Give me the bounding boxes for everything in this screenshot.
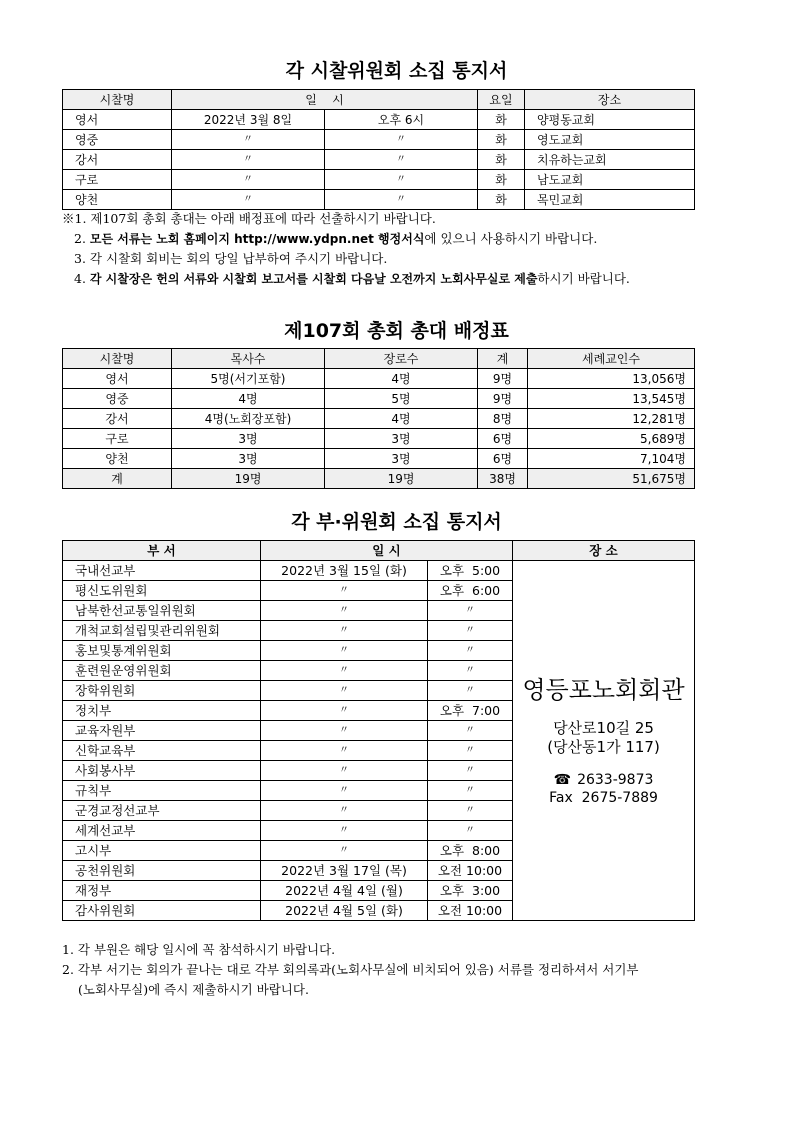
- member-count: 12,281명: [528, 409, 695, 429]
- department-name: 신학교육부: [63, 741, 261, 761]
- note-3: (노회사무실)에 즉시 제출하시기 바랍니다.: [78, 982, 309, 997]
- elder-count: 3명: [325, 429, 478, 449]
- member-count: 13,056명: [528, 369, 695, 389]
- department-name: 남북한선교통일위원회: [63, 601, 261, 621]
- sum-count: 6명: [478, 449, 528, 469]
- meeting-date: 〃: [261, 761, 428, 781]
- committee-name: 구로: [63, 170, 172, 190]
- district-name: 영중: [63, 389, 172, 409]
- table-row: [63, 389, 695, 409]
- total-members: 51,675명: [528, 469, 695, 489]
- venue-name: 영등포노회회관: [522, 675, 685, 704]
- pastor-count: 3명: [172, 429, 325, 449]
- meeting-day: 화: [478, 130, 525, 150]
- note-2: 2. 모든 서류는 노회 홈페이지 http://www.ydpn.net 행정서식에 있으니 사용하시기 바랍니다.: [74, 231, 598, 246]
- meeting-date: 2022년 4월 5일 (화): [261, 901, 428, 921]
- meeting-date: 〃: [261, 661, 428, 681]
- department-name: 개척교회설립및관리위원회: [63, 621, 261, 641]
- meeting-date: 〃: [172, 130, 325, 150]
- section1-title: 각 시찰위원회 소집 통지서: [285, 60, 508, 82]
- header-members: 세례교인수: [528, 349, 695, 369]
- meeting-date: 〃: [261, 801, 428, 821]
- elder-count: 5명: [325, 389, 478, 409]
- meeting-date: 〃: [261, 641, 428, 661]
- header-pastors: 목사수: [172, 349, 325, 369]
- meeting-date: 〃: [261, 701, 428, 721]
- meeting-date: 〃: [261, 721, 428, 741]
- sum-count: 9명: [478, 389, 528, 409]
- meeting-date: 2022년 4월 4일 (월): [261, 881, 428, 901]
- meeting-time: 〃: [428, 761, 513, 781]
- section3-notes: [62, 940, 639, 1000]
- total-label: 계: [63, 469, 172, 489]
- meeting-time: 오후 7:00: [428, 701, 513, 721]
- meeting-time: 〃: [428, 661, 513, 681]
- meeting-time: 오후 3:00: [428, 881, 513, 901]
- pastor-count: 3명: [172, 449, 325, 469]
- meeting-place: 남도교회: [525, 170, 695, 190]
- meeting-time: 〃: [325, 150, 478, 170]
- meeting-date: 2022년 3월 15일 (화): [261, 561, 428, 581]
- venue-address: 당산로10길 25: [553, 718, 654, 737]
- meeting-place: 치유하는교회: [525, 150, 695, 170]
- district-name: 강서: [63, 409, 172, 429]
- table-row: [63, 429, 695, 449]
- header-name: 시찰명: [63, 90, 172, 110]
- meeting-time: 〃: [325, 130, 478, 150]
- department-name: 정치부: [63, 701, 261, 721]
- meeting-time: 〃: [428, 741, 513, 761]
- meeting-time: 〃: [428, 601, 513, 621]
- venue-fax: Fax 2675-7889: [549, 789, 658, 806]
- department-name: 교육자원부: [63, 721, 261, 741]
- note-2: 2. 각부 서기는 회의가 끝나는 대로 각부 회의록과(노회사무실에 비치되어 있음) 서류를 정리하셔서 서기부: [62, 962, 639, 977]
- total-elders: 19명: [325, 469, 478, 489]
- meeting-time: 〃: [428, 641, 513, 661]
- department-name: 사회봉사부: [63, 761, 261, 781]
- committee-name: 양천: [63, 190, 172, 210]
- meeting-date: 〃: [261, 741, 428, 761]
- header-dept: 부 서: [63, 541, 261, 561]
- meeting-date: 〃: [261, 581, 428, 601]
- meeting-time: 오전 10:00: [428, 901, 513, 921]
- header-datetime: 일 시: [172, 90, 478, 110]
- meeting-place: 영도교회: [525, 130, 695, 150]
- meeting-time: 〃: [428, 801, 513, 821]
- meeting-day: 화: [478, 110, 525, 130]
- table-row: [63, 110, 695, 130]
- meeting-date: 〃: [172, 190, 325, 210]
- committee-name: 강서: [63, 150, 172, 170]
- meeting-time: 오후 6:00: [428, 581, 513, 601]
- committee-notice-table: [62, 89, 695, 210]
- meeting-date: 〃: [261, 821, 428, 841]
- sum-count: 9명: [478, 369, 528, 389]
- meeting-date: 〃: [261, 781, 428, 801]
- meeting-time: 오후 8:00: [428, 841, 513, 861]
- header-elders: 장로수: [325, 349, 478, 369]
- elder-count: 3명: [325, 449, 478, 469]
- department-name: 국내선교부: [63, 561, 261, 581]
- department-name: 훈련원운영위원회: [63, 661, 261, 681]
- meeting-time: 〃: [325, 190, 478, 210]
- member-count: 5,689명: [528, 429, 695, 449]
- member-count: 7,104명: [528, 449, 695, 469]
- section3-title: 각 부·위원회 소집 통지서: [291, 511, 502, 533]
- meeting-time: 오후 6시: [325, 110, 478, 130]
- meeting-time: 〃: [428, 681, 513, 701]
- meeting-time: 〃: [428, 781, 513, 801]
- meeting-date: 2022년 3월 17일 (목): [261, 861, 428, 881]
- meeting-date: 〃: [261, 841, 428, 861]
- delegate-allocation-table: [62, 348, 695, 489]
- section1-notes: [62, 209, 630, 289]
- meeting-time: 〃: [428, 821, 513, 841]
- note-3: 3. 각 시찰회 회비는 회의 당일 납부하여 주시기 바랍니다.: [74, 251, 388, 266]
- department-name: 군경교정선교부: [63, 801, 261, 821]
- elder-count: 4명: [325, 369, 478, 389]
- meeting-place: 양평동교회: [525, 110, 695, 130]
- meeting-day: 화: [478, 170, 525, 190]
- meeting-place-cell: [513, 561, 695, 921]
- table-row: [63, 150, 695, 170]
- department-notice-table: [62, 540, 695, 921]
- department-name: 고시부: [63, 841, 261, 861]
- meeting-date: 〃: [172, 170, 325, 190]
- header-place: 장 소: [513, 541, 695, 561]
- table-row: [63, 369, 695, 389]
- sum-count: 6명: [478, 429, 528, 449]
- total-row: [63, 469, 695, 489]
- department-name: 홍보및통계위원회: [63, 641, 261, 661]
- total-sum: 38명: [478, 469, 528, 489]
- header-day: 요일: [478, 90, 525, 110]
- meeting-date: 〃: [261, 681, 428, 701]
- phone-number: 2633-9873: [577, 771, 654, 788]
- table-row: [63, 130, 695, 150]
- department-name: 규칙부: [63, 781, 261, 801]
- sum-count: 8명: [478, 409, 528, 429]
- table-row: [63, 449, 695, 469]
- meeting-date: 2022년 3월 8일: [172, 110, 325, 130]
- meeting-date: 〃: [172, 150, 325, 170]
- member-count: 13,545명: [528, 389, 695, 409]
- meeting-time: 〃: [428, 621, 513, 641]
- pastor-count: 4명(노회장포함): [172, 409, 325, 429]
- table-row: [63, 561, 695, 581]
- pastor-count: 5명(서기포함): [172, 369, 325, 389]
- venue-phone: [516, 771, 691, 789]
- department-name: 평신도위원회: [63, 581, 261, 601]
- table-row: [63, 170, 695, 190]
- committee-name: 영중: [63, 130, 172, 150]
- department-name: 장학위원회: [63, 681, 261, 701]
- table-row: [63, 190, 695, 210]
- meeting-date: 〃: [261, 601, 428, 621]
- department-name: 재정부: [63, 881, 261, 901]
- header-place: 장소: [525, 90, 695, 110]
- section2-title: 제107회 총회 총대 배정표: [284, 320, 509, 342]
- district-name: 영서: [63, 369, 172, 389]
- district-name: 양천: [63, 449, 172, 469]
- meeting-place: 목민교회: [525, 190, 695, 210]
- meeting-date: 〃: [261, 621, 428, 641]
- committee-name: 영서: [63, 110, 172, 130]
- header-name: 시찰명: [63, 349, 172, 369]
- total-pastors: 19명: [172, 469, 325, 489]
- header-sum: 계: [478, 349, 528, 369]
- district-name: 구로: [63, 429, 172, 449]
- header-datetime: 일 시: [261, 541, 513, 561]
- venue-address-lot: (당산동1가 117): [547, 737, 660, 756]
- pastor-count: 4명: [172, 389, 325, 409]
- meeting-time: 〃: [428, 721, 513, 741]
- note-1: 1. 각 부원은 해당 일시에 꼭 참석하시기 바랍니다.: [62, 942, 336, 957]
- meeting-time: 〃: [325, 170, 478, 190]
- meeting-day: 화: [478, 150, 525, 170]
- meeting-day: 화: [478, 190, 525, 210]
- elder-count: 4명: [325, 409, 478, 429]
- department-name: 공천위원회: [63, 861, 261, 881]
- table-row: [63, 409, 695, 429]
- telephone-icon: ☎: [553, 771, 572, 788]
- department-name: 세계선교부: [63, 821, 261, 841]
- meeting-time: 오전 10:00: [428, 861, 513, 881]
- note-4: 4. 각 시찰장은 헌의 서류와 시찰회 보고서를 시찰회 다음날 오전까지 노회사무실로 제출하시기 바랍니다.: [74, 271, 630, 286]
- meeting-time: 오후 5:00: [428, 561, 513, 581]
- note-1: ※1. 제107회 총회 총대는 아래 배정표에 따라 선출하시기 바랍니다.: [62, 211, 436, 226]
- department-name: 감사위원회: [63, 901, 261, 921]
